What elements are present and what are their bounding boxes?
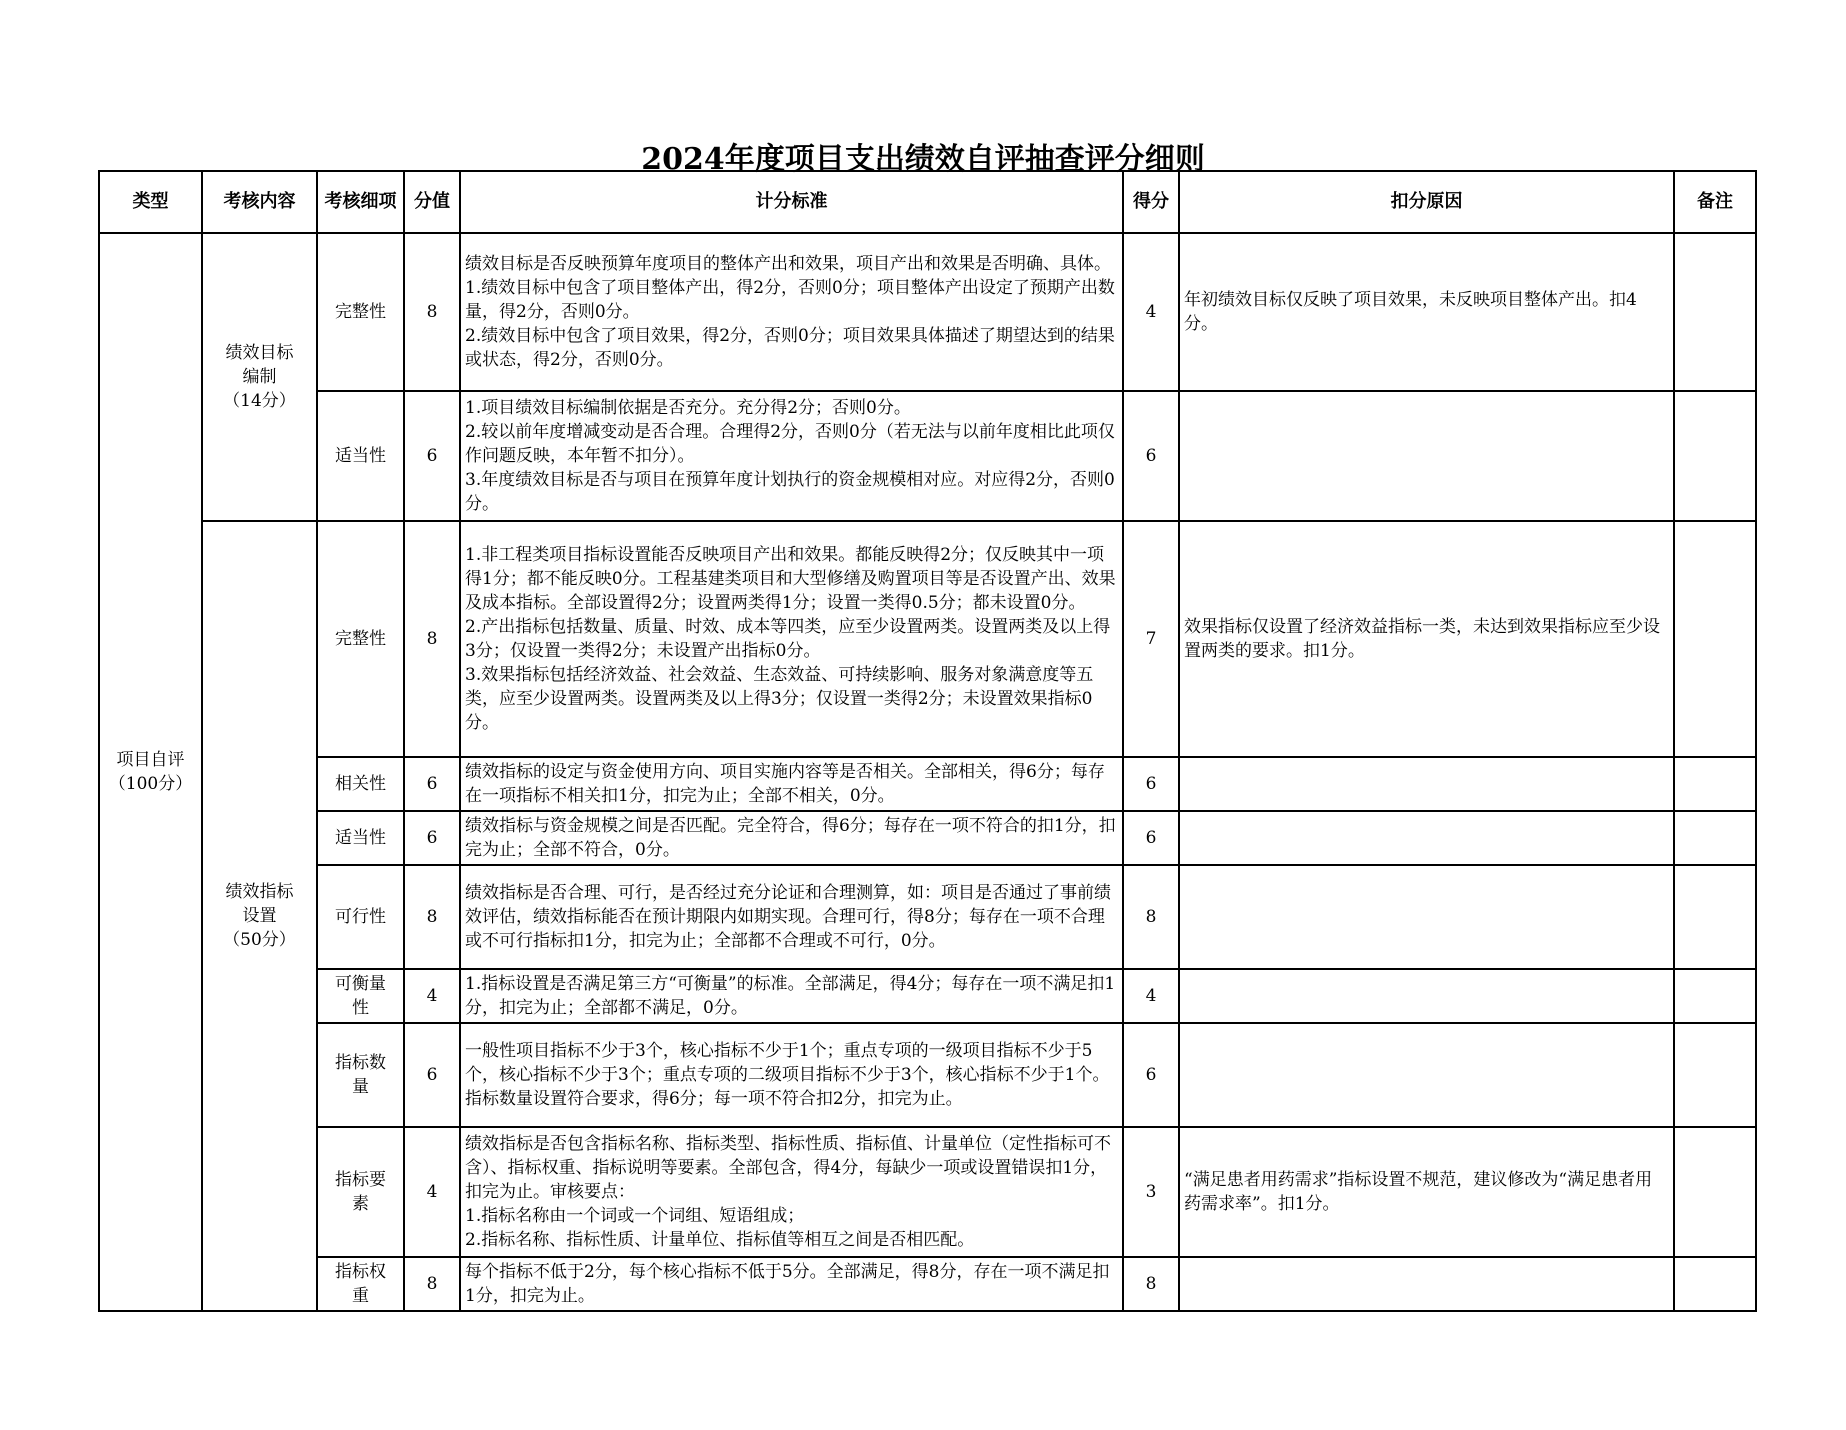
- reason-cell: [1179, 757, 1674, 811]
- header-score: 得分: [1123, 171, 1179, 233]
- reason-cell: [1179, 969, 1674, 1023]
- table-row: [99, 521, 1756, 757]
- remark-cell: [1674, 233, 1756, 391]
- value-cell: 4: [404, 969, 460, 1023]
- remark-cell: [1674, 811, 1756, 865]
- header-type: 类型: [99, 171, 202, 233]
- reason-cell: [1179, 865, 1674, 969]
- reason-cell: 年初绩效目标仅反映了项目效果，未反映项目整体产出。扣4分。: [1179, 233, 1674, 391]
- value-cell: 8: [404, 233, 460, 391]
- criteria-cell: 绩效指标是否包含指标名称、指标类型、指标性质、指标值、计量单位（定性指标可不含）、指标权重、指标说明等要素。全部包含，得4分，每缺少一项或设置错误扣1分，扣完为止。审核要点： 1.指标名称由一个词或一个词组、短语组成； 2.指标名称、指标性质、计量单位、指标值等相互之间是否相匹配。: [460, 1127, 1123, 1257]
- criteria-cell: 一般性项目指标不少于3个，核心指标不少于1个；重点专项的一级项目指标不少于5个，核心指标不少于3个；重点专项的二级项目指标不少于3个，核心指标不少于1个。指标数量设置符合要求，得6分；每一项不符合扣2分，扣完为止。: [460, 1023, 1123, 1127]
- reason-cell: “满足患者用药需求”指标设置不规范，建议修改为“满足患者用药需求率”。扣1分。: [1179, 1127, 1674, 1257]
- score-cell: 3: [1123, 1127, 1179, 1257]
- remark-cell: [1674, 1023, 1756, 1127]
- criteria-cell: 绩效指标是否合理、可行，是否经过充分论证和合理测算，如：项目是否通过了事前绩效评估，绩效指标能否在预计期限内如期实现。合理可行，得8分；每存在一项不合理或不可行指标扣1分，扣完为止；全部都不合理或不可行，0分。: [460, 865, 1123, 969]
- table-row: [99, 811, 1756, 865]
- criteria-cell: 1.指标设置是否满足第三方“可衡量”的标准。全部满足，得4分；每存在一项不满足扣1分，扣完为止；全部都不满足，0分。: [460, 969, 1123, 1023]
- remark-cell: [1674, 969, 1756, 1023]
- score-cell: 4: [1123, 233, 1179, 391]
- table-row: [99, 969, 1756, 1023]
- header-content: 考核内容: [202, 171, 317, 233]
- reason-cell: 效果指标仅设置了经济效益指标一类，未达到效果指标应至少设置两类的要求。扣1分。: [1179, 521, 1674, 757]
- value-cell: 6: [404, 1023, 460, 1127]
- header-remark: 备注: [1674, 171, 1756, 233]
- item-cell: 适当性: [317, 391, 404, 521]
- table-row: [99, 1127, 1756, 1257]
- remark-cell: [1674, 1127, 1756, 1257]
- remark-cell: [1674, 865, 1756, 969]
- reason-cell: [1179, 1257, 1674, 1311]
- score-cell: 6: [1123, 391, 1179, 521]
- remark-cell: [1674, 1257, 1756, 1311]
- criteria-cell: 绩效指标的设定与资金使用方向、项目实施内容等是否相关。全部相关，得6分；每存在一项指标不相关扣1分，扣完为止；全部不相关，0分。: [460, 757, 1123, 811]
- table-row: [99, 1023, 1756, 1127]
- reason-cell: [1179, 391, 1674, 521]
- table-row: [99, 391, 1756, 521]
- item-cell: 完整性: [317, 233, 404, 391]
- score-cell: 4: [1123, 969, 1179, 1023]
- value-cell: 4: [404, 1127, 460, 1257]
- value-cell: 6: [404, 391, 460, 521]
- criteria-cell: 绩效目标是否反映预算年度项目的整体产出和效果，项目产出和效果是否明确、具体。 1.绩效目标中包含了项目整体产出，得2分，否则0分；项目整体产出设定了预期产出数量，得2分，否则0分。 2.绩效目标中包含了项目效果，得2分，否则0分；项目效果具体描述了期望达到的结果或状态，得2分，否则0分。: [460, 233, 1123, 391]
- score-cell: 6: [1123, 757, 1179, 811]
- content-group-cell: 绩效目标 编制 （14分）: [202, 233, 317, 521]
- value-cell: 8: [404, 521, 460, 757]
- value-cell: 8: [404, 1257, 460, 1311]
- value-cell: 6: [404, 811, 460, 865]
- remark-cell: [1674, 757, 1756, 811]
- header-criteria: 计分标准: [460, 171, 1123, 233]
- table-row: [99, 233, 1756, 391]
- header-row: [99, 171, 1756, 233]
- remark-cell: [1674, 521, 1756, 757]
- criteria-cell: 每个指标不低于2分，每个核心指标不低于5分。全部满足，得8分，存在一项不满足扣1分，扣完为止。: [460, 1257, 1123, 1311]
- item-cell: 可衡量 性: [317, 969, 404, 1023]
- header-reason: 扣分原因: [1179, 171, 1674, 233]
- score-cell: 8: [1123, 865, 1179, 969]
- item-cell: 指标权 重: [317, 1257, 404, 1311]
- table-row: [99, 865, 1756, 969]
- score-cell: 6: [1123, 1023, 1179, 1127]
- value-cell: 8: [404, 865, 460, 969]
- item-cell: 完整性: [317, 521, 404, 757]
- content-group-cell: 绩效指标 设置 （50分）: [202, 521, 317, 1311]
- criteria-cell: 绩效指标与资金规模之间是否匹配。完全符合，得6分；每存在一项不符合的扣1分，扣完为止；全部不符合，0分。: [460, 811, 1123, 865]
- item-cell: 指标数 量: [317, 1023, 404, 1127]
- reason-cell: [1179, 1023, 1674, 1127]
- table-row: [99, 1257, 1756, 1311]
- type-cell: 项目自评 （100分）: [99, 233, 202, 1311]
- score-cell: 8: [1123, 1257, 1179, 1311]
- value-cell: 6: [404, 757, 460, 811]
- score-cell: 7: [1123, 521, 1179, 757]
- item-cell: 可行性: [317, 865, 404, 969]
- scoring-table: [98, 170, 1757, 1312]
- table-row: [99, 757, 1756, 811]
- remark-cell: [1674, 391, 1756, 521]
- criteria-cell: 1.非工程类项目指标设置能否反映项目产出和效果。都能反映得2分；仅反映其中一项得1分；都不能反映0分。工程基建类项目和大型修缮及购置项目等是否设置产出、效果及成本指标。全部设置得2分；设置两类得1分；设置一类得0.5分；都未设置0分。 2.产出指标包括数量、质量、时效、成本等四类，应至少设置两类。设置两类及以上得3分；仅设置一类得2分；未设置产出指标0分。 3.效果指标包括经济效益、社会效益、生态效益、可持续影响、服务对象满意度等五类，应至少设置两类。设置两类及以上得3分；仅设置一类得2分；未设置效果指标0分。: [460, 521, 1123, 757]
- header-score-value: 分值: [404, 171, 460, 233]
- score-cell: 6: [1123, 811, 1179, 865]
- page-title: 2024年度项目支出绩效自评抽查评分细则: [641, 142, 1205, 177]
- item-cell: 相关性: [317, 757, 404, 811]
- header-item: 考核细项: [317, 171, 404, 233]
- criteria-cell: 1.项目绩效目标编制依据是否充分。充分得2分；否则0分。 2.较以前年度增减变动是否合理。合理得2分，否则0分（若无法与以前年度相比此项仅作问题反映，本年暂不扣分）。 3.年度绩效目标是否与项目在预算年度计划执行的资金规模相对应。对应得2分，否则0分。: [460, 391, 1123, 521]
- item-cell: 指标要 素: [317, 1127, 404, 1257]
- reason-cell: [1179, 811, 1674, 865]
- item-cell: 适当性: [317, 811, 404, 865]
